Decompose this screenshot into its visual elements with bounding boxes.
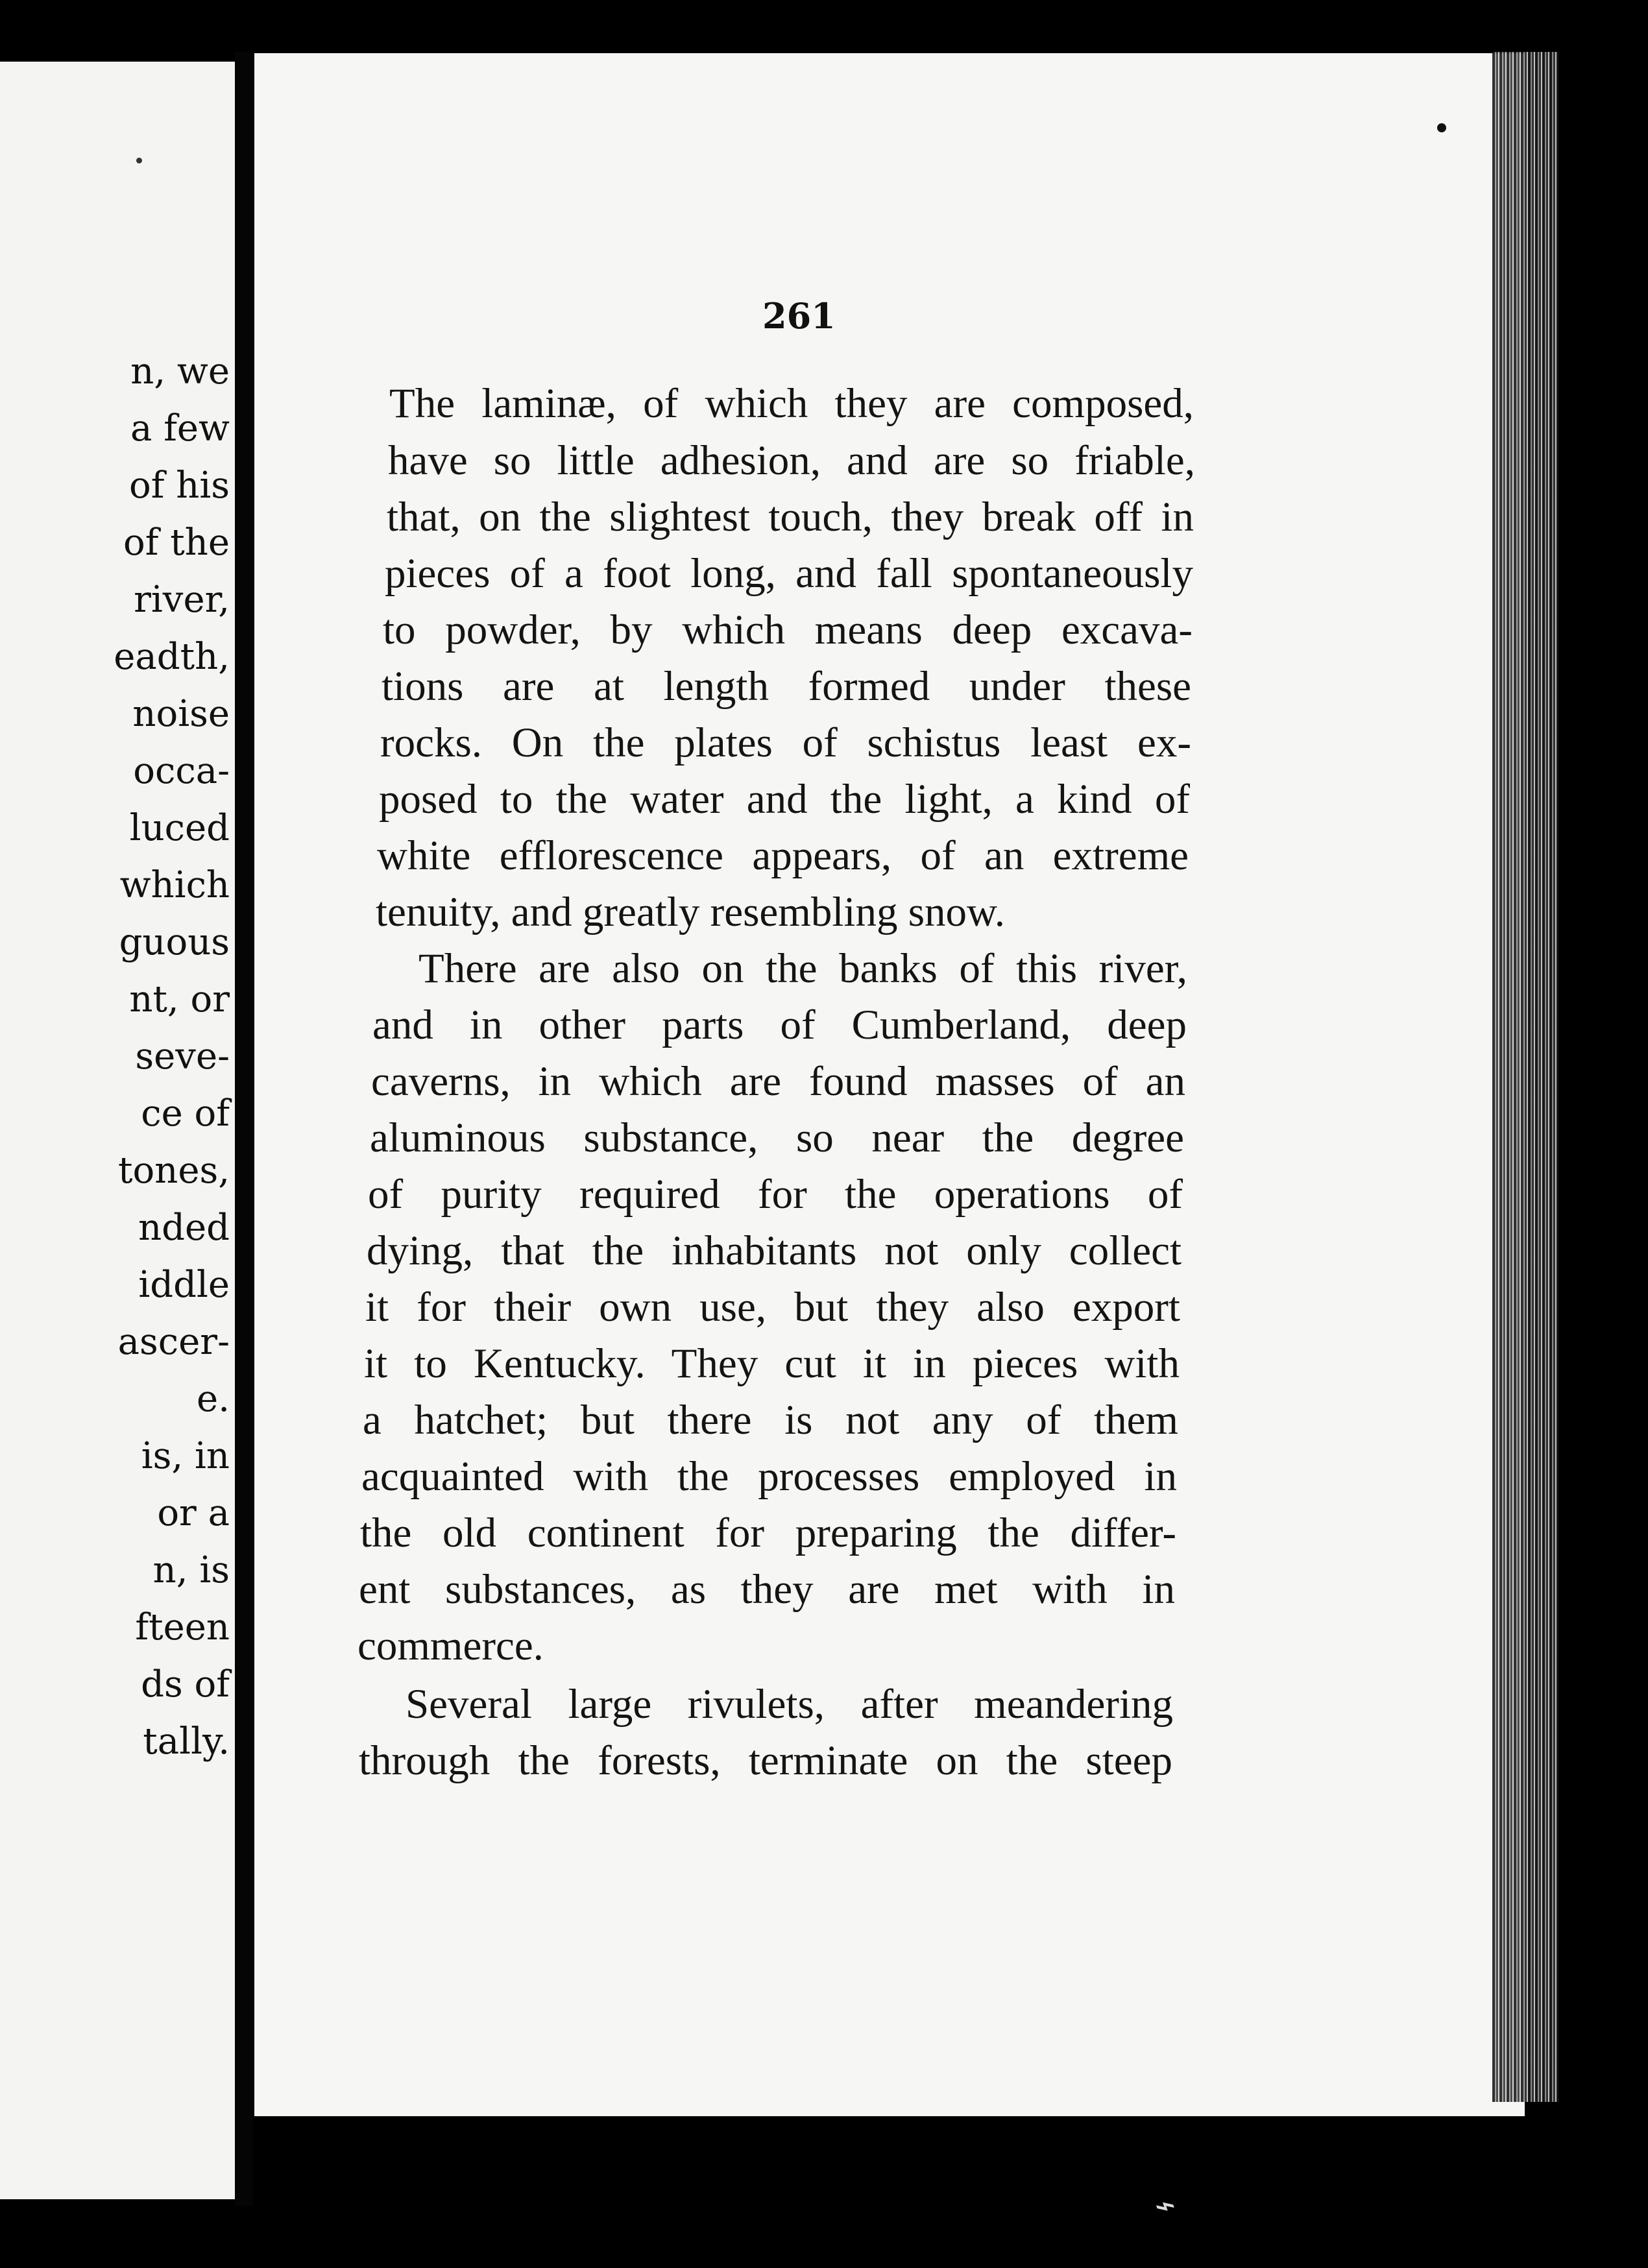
body-line: aluminous substance, so near the degree: [370, 1115, 1184, 1161]
body-line: dying, that the inhabitants not only collect: [367, 1227, 1181, 1274]
facing-line: n, we: [130, 350, 230, 392]
facing-line: tally.: [143, 1720, 230, 1763]
ink-speck: [136, 158, 142, 163]
body-line: pieces of a foot long, and fall spontaneously: [385, 550, 1193, 597]
facing-line: a few: [130, 407, 230, 450]
facing-line: occa-: [133, 750, 230, 792]
facing-line: seve-: [135, 1035, 230, 1078]
facing-line: noise: [132, 693, 230, 735]
body-line: commerce.: [357, 1623, 544, 1669]
page-edges: [1492, 52, 1558, 2102]
facing-page: [0, 62, 235, 2199]
facing-line: iddle: [138, 1264, 230, 1306]
facing-line: nt, or: [129, 978, 230, 1020]
facing-line: which: [119, 864, 230, 906]
body-line: Several large rivulets, after meandering: [406, 1681, 1173, 1728]
body-line: the old continent for preparing the differ-: [360, 1510, 1176, 1556]
facing-line: eadth,: [114, 636, 230, 678]
facing-line: tones,: [118, 1150, 230, 1192]
body-line: of purity required for the operations of: [368, 1171, 1183, 1218]
body-line: have so little adhesion, and are so friable,: [388, 437, 1195, 484]
facing-line: nded: [138, 1207, 230, 1249]
facing-line: fteen: [135, 1606, 230, 1648]
facing-line: ascer-: [117, 1321, 230, 1363]
facing-line: of his: [129, 464, 230, 507]
body-line: tenuity, and greatly resembling snow.: [376, 889, 1005, 935]
facing-line: ds of: [141, 1663, 230, 1706]
facing-line: or a: [157, 1492, 230, 1534]
body-line: to powder, by which means deep excava-: [383, 607, 1193, 653]
facing-line: luced: [129, 807, 230, 849]
facing-line: guous: [119, 921, 230, 963]
ink-speck: [1437, 123, 1446, 132]
body-line: a hatchet; but there is not any of them: [363, 1397, 1178, 1443]
body-line: caverns, in which are found masses of an: [371, 1058, 1185, 1105]
book-gutter: [235, 52, 253, 2206]
body-line: it to Kentucky. They cut it in pieces with: [364, 1340, 1180, 1387]
body-line: it for their own use, but they also export: [365, 1284, 1180, 1331]
body-line: posed to the water and the light, a kind of: [379, 776, 1190, 823]
facing-line: n, is: [152, 1549, 230, 1591]
body-line: and in other parts of Cumberland, deep: [372, 1002, 1187, 1048]
facing-line: of the: [123, 522, 230, 564]
page-number: 261: [762, 295, 836, 337]
scan-artifact: ⌁: [1149, 2184, 1181, 2228]
body-line: ent substances, as they are met with in: [359, 1566, 1175, 1613]
facing-line: ce of: [141, 1092, 230, 1135]
facing-line: e.: [197, 1378, 230, 1420]
body-line: There are also on the banks of this river,: [418, 945, 1187, 992]
body-line: white efflorescence appears, of an extreme: [377, 832, 1189, 879]
body-line: acquainted with the processes employed in: [361, 1453, 1177, 1500]
body-line: tions are at length formed under these: [382, 663, 1191, 710]
body-line: The laminæ, of which they are composed,: [389, 380, 1194, 427]
body-line: that, on the slightest touch, they break off in: [387, 494, 1194, 540]
body-line: rocks. On the plates of schistus least ex-: [380, 719, 1191, 766]
facing-line: is, in: [141, 1435, 230, 1477]
body-line: through the forests, terminate on the steep: [359, 1737, 1172, 1784]
facing-line: river,: [134, 579, 230, 621]
